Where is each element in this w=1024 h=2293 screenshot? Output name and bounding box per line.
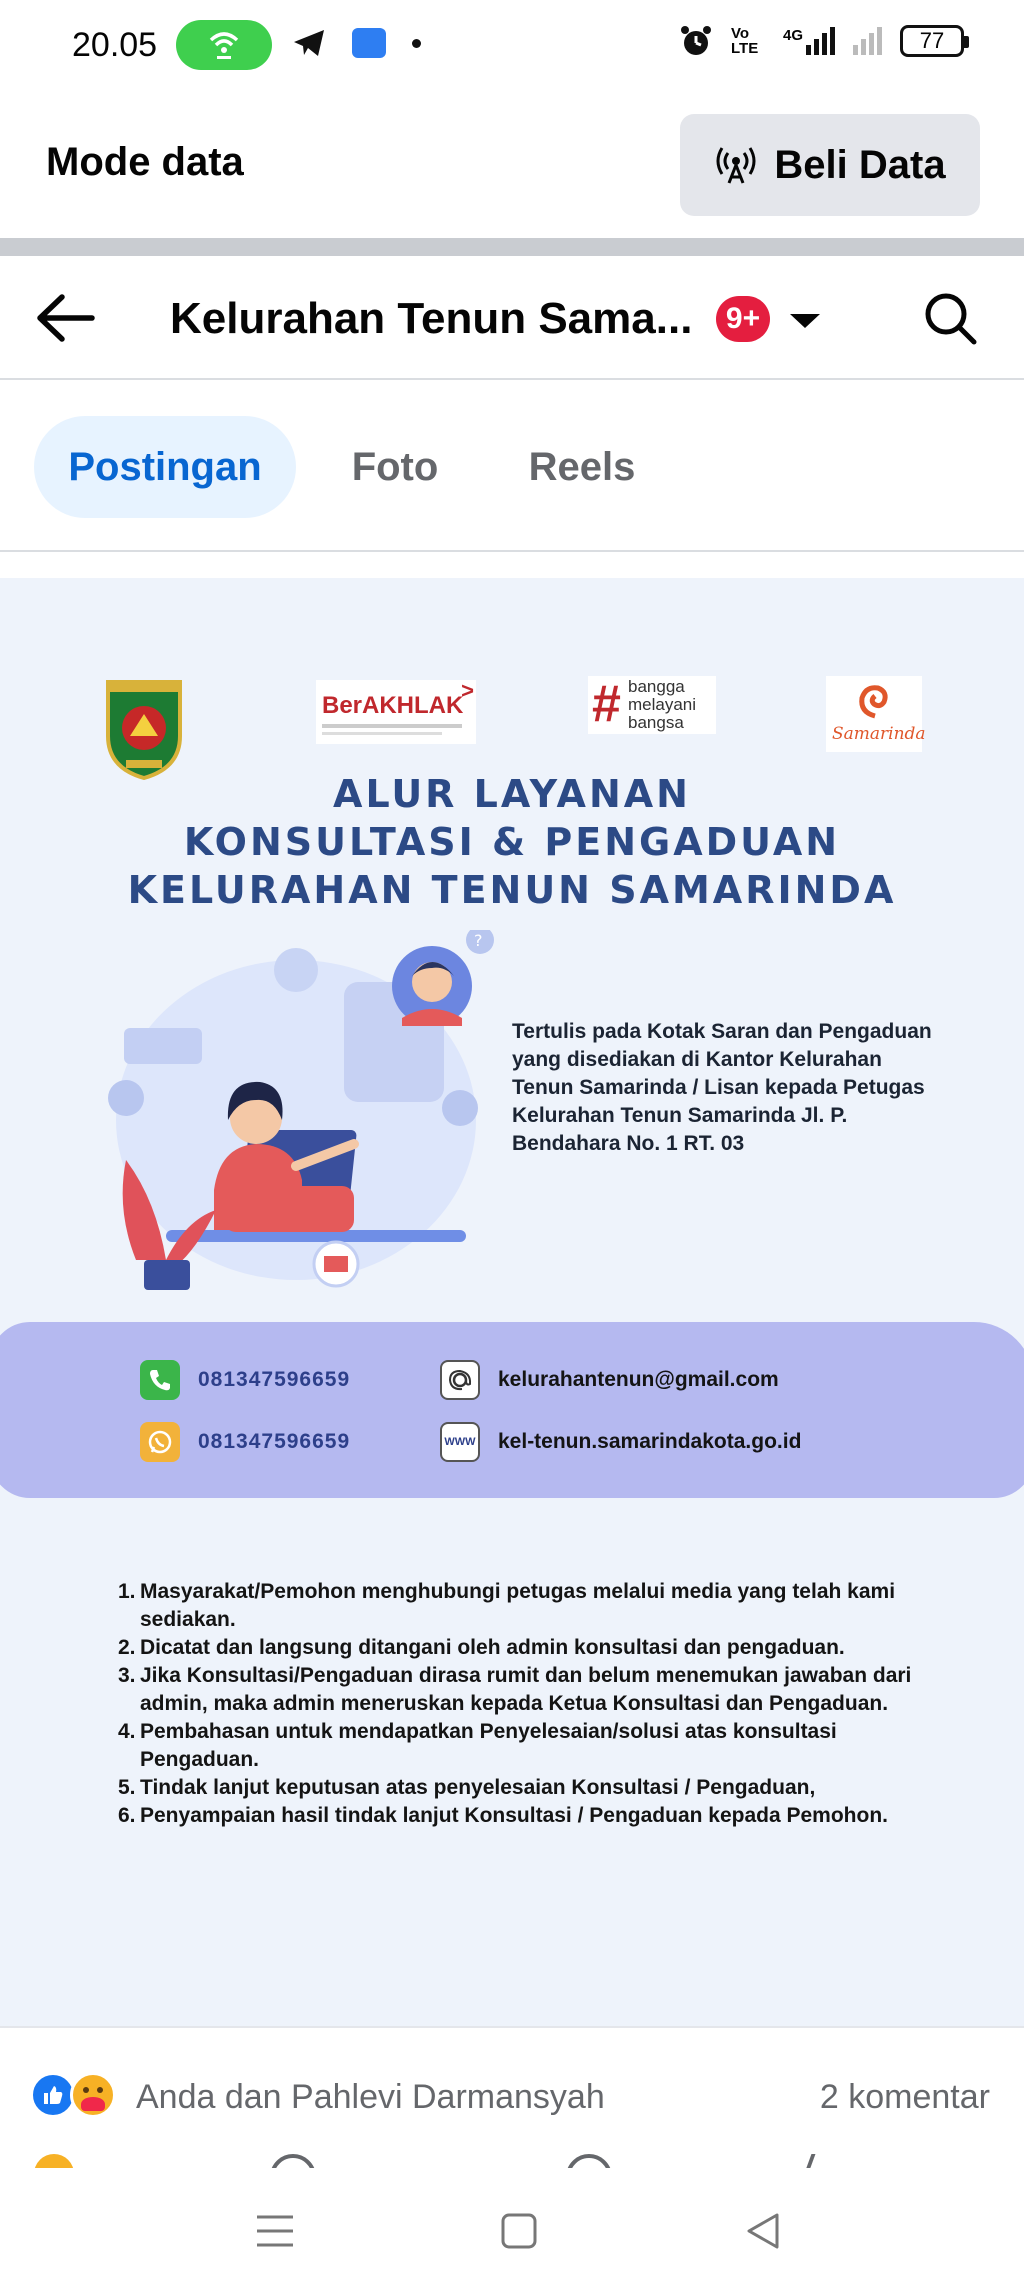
svg-text:?: ? [474,931,483,950]
network-type: 4G [782,27,803,44]
data-mode-bar [0,92,1024,238]
telegram-icon [292,28,326,58]
bangga-melayani-bangsa-logo [588,676,716,734]
berakhlak-sub [322,724,462,728]
step-text: Tindak lanjut keputusan atas penyelesaian Konsultasi / Pengaduan, [140,1776,816,1799]
hotspot-indicator [176,20,272,70]
email-address: kelurahantenun@gmail.com [498,1368,779,1391]
heading-line: ALUR LAYANAN [333,772,691,816]
reaction-summary [0,2026,1024,2154]
battery-level: 77 [919,28,945,53]
home-button[interactable] [494,2206,544,2256]
step-number: 4. [118,1720,136,1743]
tab-postingan[interactable] [34,416,296,518]
emoji-icon [34,2154,74,2168]
post-image[interactable] [0,578,1024,2026]
customer-service-illustration [96,930,496,1320]
system-nav-bar [0,2168,1024,2293]
mode-data-label: Mode data [46,140,244,184]
signal-sim2-icon [853,27,882,55]
whatsapp-contact [140,1422,350,1462]
search-icon [918,286,982,350]
square-icon [500,2212,538,2250]
more-notifications-dot [412,39,421,48]
messenger-icon [566,2154,612,2168]
arrow-left-icon [36,293,96,343]
hotspot-icon [207,28,241,62]
phone-number: 081347596659 [198,1368,351,1391]
status-time: 20.05 [72,26,158,64]
samarinda-logo [826,676,926,752]
reaction-icons[interactable] [30,2072,116,2118]
service-description: Tertulis pada Kotak Saran dan Pengaduan yang disediakan di Kantor Kelurahan Tenun Samarinda / Lisan kepada Petugas Kelurahan Tenun Samarinda Jl. P. Bendahara No. 1 RT. 03 [512,1020,932,1155]
divider [0,238,1024,256]
step-number: 5. [118,1776,136,1799]
comment-icon [270,2154,316,2168]
step-text: Masyarakat/Pemohon menghubungi petugas melalui media yang telah kami sediakan. [140,1580,896,1631]
tab-label: Reels [528,444,636,489]
bangga-line: bangsa [628,713,684,732]
website-contact [440,1422,801,1462]
post-actions-clipped [0,2154,1024,2168]
poster-heading [0,770,1024,914]
back-nav-button[interactable] [738,2206,788,2256]
step-item [118,1718,938,1774]
step-number: 3. [118,1664,136,1687]
heading-line: KELURAHAN TENUN SAMARINDA [127,868,897,912]
heading-line: KONSULTASI & PENGADUAN [183,820,841,864]
step-item [118,1634,938,1662]
hash-mark: # [592,675,621,733]
step-item [118,1774,938,1802]
step-number: 2. [118,1636,136,1659]
globe-icon [440,1422,480,1462]
website-url: kel-tenun.samarindakota.go.id [498,1430,802,1453]
phone-icon [140,1360,180,1400]
care-icon [70,2072,116,2118]
email-icon [440,1360,480,1400]
step-number: 1. [118,1580,136,1603]
whatsapp-number: 081347596659 [198,1430,351,1453]
kota-samarinda-emblem [100,676,188,780]
volte-icon: Vo LTE [730,25,759,57]
step-text: Dicatat dan langsung ditangani oleh admin konsultasi dan pengaduan. [140,1636,845,1659]
menu-icon [255,2213,295,2249]
www-label: WWW [444,1436,476,1448]
alarm-icon [679,24,713,58]
email-contact [440,1360,779,1400]
notification-badge[interactable]: 9+ [716,296,770,342]
tab-label: Foto [351,444,439,489]
samarinda-wordmark: Samarinda [832,724,926,744]
reaction-names[interactable]: Anda dan Pahlevi Darmansyah [136,2078,605,2116]
page-title[interactable]: Kelurahan Tenun Sama... [170,294,693,343]
tab-label: Postingan [68,444,262,489]
berakhlak-chevron: > [461,678,474,703]
step-text: Jika Konsultasi/Pengaduan dirasa rumit dan belum menemukan jawaban dari admin, maka admin meneruskan kepada Ketua Konsultasi dan Pengaduan. [140,1664,912,1715]
battery-icon [900,25,964,57]
app-bar [0,256,1024,380]
step-item [118,1578,938,1634]
berakhlak-text: BerAKHLAK [322,692,464,719]
signal-4g-icon [783,27,835,55]
bangga-line: melayani [628,695,697,714]
search-button[interactable] [918,286,982,350]
procedure-steps [118,1578,938,1830]
whatsapp-icon [140,1422,180,1462]
tab-reels[interactable] [504,416,660,518]
share-icon [801,2154,832,2168]
android-notification-icon [352,28,386,58]
step-text: Penyampaian hasil tindak lanjut Konsultasi / Pengaduan kepada Pemohon. [140,1804,889,1827]
step-number: 6. [118,1804,136,1827]
back-button[interactable] [34,286,98,350]
bangga-line: bangga [628,677,685,696]
triangle-back-icon [743,2211,783,2251]
berakhlak-sub [322,732,442,735]
recent-apps-button[interactable] [250,2206,300,2256]
step-item [118,1802,938,1830]
samarinda-swirl-icon [856,682,894,720]
buy-data-button[interactable] [680,114,980,216]
step-text: Pembahasan untuk mendapatkan Penyelesaian/solusi atas konsultasi Pengaduan. [140,1720,837,1771]
status-bar [0,0,1024,92]
contact-band [0,1322,1024,1498]
tab-foto[interactable] [320,416,470,518]
broadcast-icon [714,143,758,187]
berakhlak-logo [316,680,476,744]
comment-count[interactable]: 2 komentar [819,2078,990,2116]
chevron-down-icon[interactable] [790,314,820,328]
page-tabs [0,380,1024,552]
buy-data-label: Beli Data [774,142,946,187]
step-item [118,1662,938,1718]
phone-contact [140,1360,350,1400]
